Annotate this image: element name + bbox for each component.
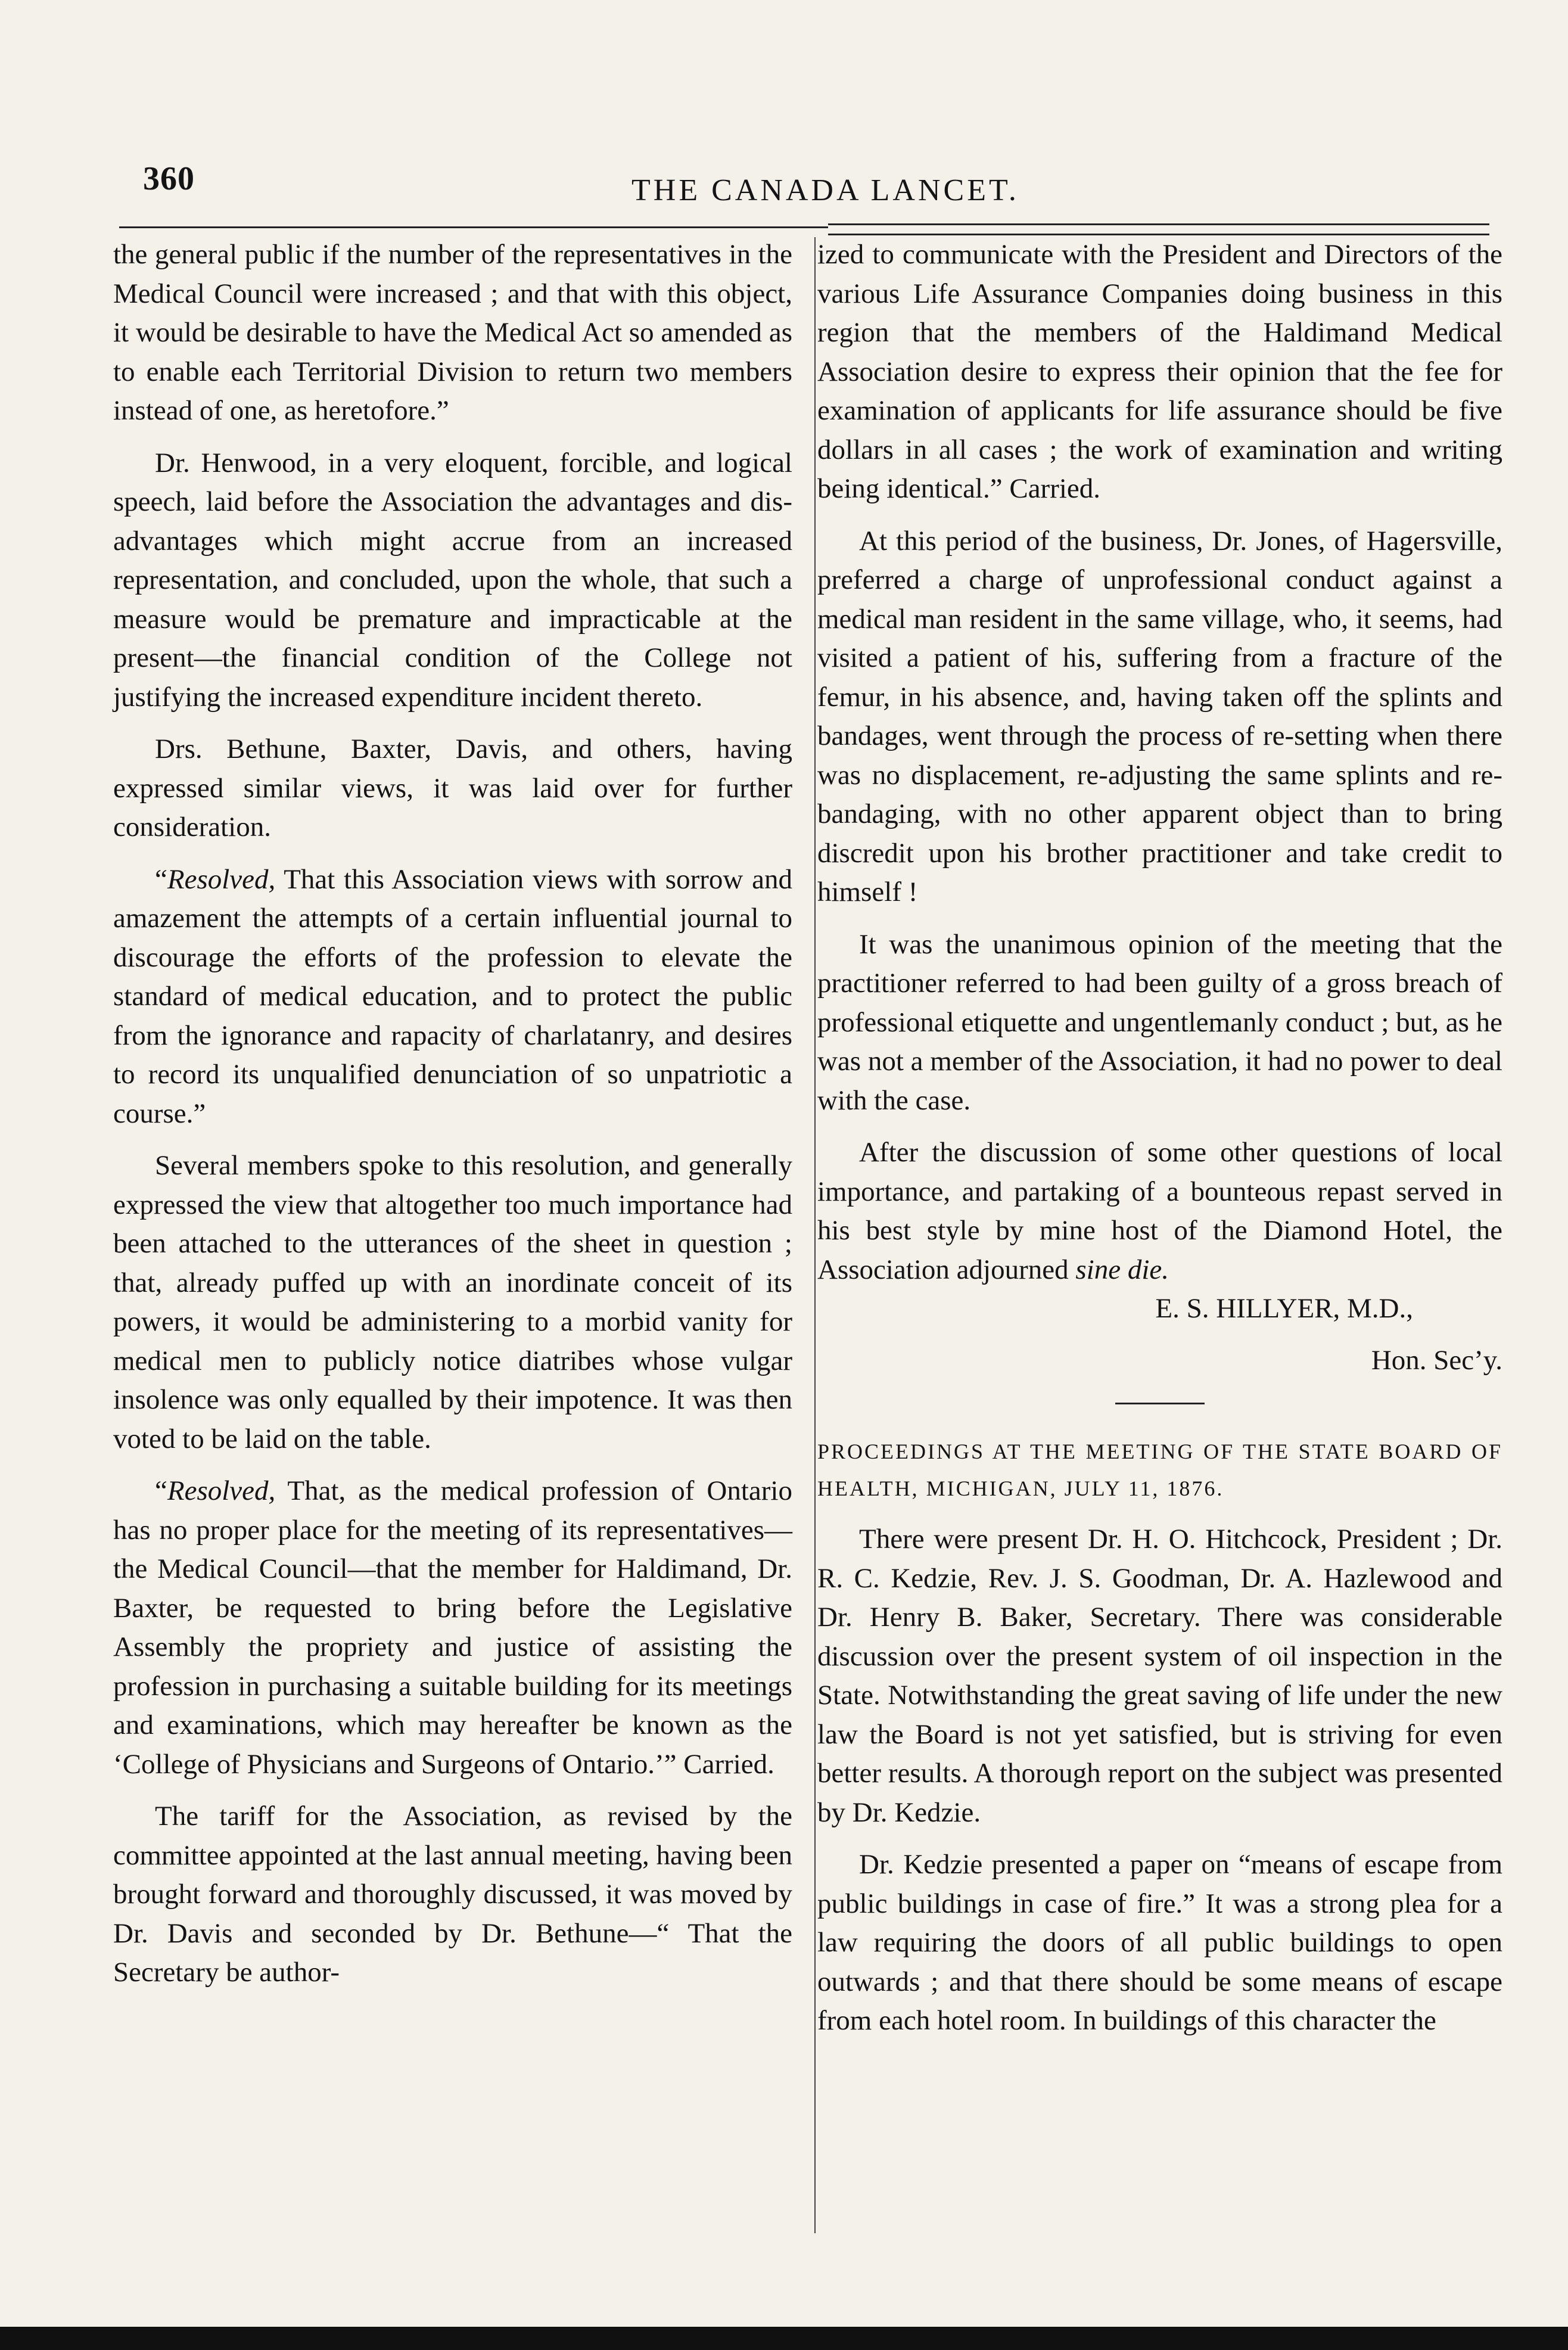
signature-name: E. S. HILLYER, M.D., [1155,1293,1413,1324]
left-paragraph-5: Several members spoke to this resolution, and generally expressed the view that altogether too much importance had been attached to the utterances of the sheet in question ; that, already puffed up with an inordinate conceit of its powers, it would be administering to a morbid vanity for medical men to publicly notice diatribes whose vulgar insolence was only equalled by their impotence. It was then voted to be laid on the table. [113,1150,792,1454]
right-paragraph-5: There were present Dr. H. O. Hitchcock, President ; Dr. R. C. Kedzie, Rev. J. S. Goodman, Dr. A. Hazlewood and Dr. Henry B. Baker, Secretary. There was considerable discussion over the present system of oil inspection in the State. Notwithstanding the great saving of life under the new law the Board is not yet satisfied, but is striving for even better results. A thorough report on the subject was presented by Dr. Kedzie. [817,1524,1502,1828]
resolved-label: Resolved, [167,1475,276,1506]
open-quote: “ [155,1475,167,1506]
left-paragraph-3: Drs. Bethune, Baxter, Davis, and others, having expressed similar views, it was laid over for further consideration. [113,733,792,843]
right-paragraph-3: It was the unanimous opinion of the meeting that the practitioner referred to had been guilty of a gross breach of professional etiquette and ungentlemanly conduct ; but, as he was not a member of the Association, it had no power to deal with the case. [817,928,1502,1116]
left-paragraph-4 [113,860,792,1134]
right-paragraph-1: ized to communicate with the President and Directors of the various Life Assurance Companies doing business in this region that the members of the Haldimand Medical Association desire to express their opinion that the fee for examination of applicants for life assurance should be five dollars in all cases ; the work of examination and writing being identical.” Carried. [817,239,1502,504]
page-number: 360 [143,160,195,197]
resolution-text: That, as the medical profession of Ontario has no proper place for the meeting of its representatives—the Medical Council—that the member for Haldimand, Dr. Baxter, be requested to bring before the Legislative Assembly the propriety and justice of assisting the profession in purchasing a suitable building for its meetings and examinations, which may hereafter be known as the ‘College of Physicians and Surgeons of Ontario.’” Carried. [113,1475,792,1780]
header-rule [119,226,828,228]
right-paragraph-6: Dr. Kedzie presented a paper on “means of escape from public buildings in case of fire.” It was a strong plea for a law requiring the doors of all public buildings to open outwards ; and that there should be some means of escape from each hotel room. In buildings of this character the [817,1849,1502,2036]
left-paragraph-2: Dr. Henwood, in a very eloquent, forcible, and logical speech, laid before the Association the advantages and dis-advantages which might accrue from an increased representation, and concluded, upon the whole, that such a measure would be premature and impracticable at the present—the financial condition of the College not justifying the increased expenditure incident thereto. [113,447,792,713]
left-column [113,235,792,2006]
right-paragraph-4 [817,1133,1502,1289]
open-quote: “ [155,863,167,895]
signature-title: Hon. Sec’y. [1371,1345,1502,1376]
resolved-label: Resolved, [167,863,276,895]
scan-edge-bar [0,2327,1568,2350]
right-column [817,235,1502,2054]
section-heading: PROCEEDINGS AT THE MEETING OF THE STATE BOARD OF HEALTH, MICHIGAN, JULY 11, 1876. [817,1440,1502,1500]
sine-die: sine die. [1075,1254,1169,1285]
left-paragraph-7: The tariff for the Association, as revised by the committee appointed at the last annual meeting, having been brought forward and thoroughly discussed, it was moved by Dr. Davis and seconded by Dr. Bethune—“ That the Secretary be author- [113,1801,792,1988]
section-divider [1115,1403,1205,1404]
right-paragraph-2: At this period of the business, Dr. Jones, of Hagersville, preferred a charge of unprofessional conduct against a medical man resident in the same village, who, it seems, had visited a patient of his, suffering from a fracture of the femur, in his absence, and, having taken off the splints and bandages, went through the process of re-setting when there was no displacement, re-adjusting the same splints and re-bandaging, with no other apparent object than to bring discredit upon his brother practitioner and take credit to himself ! [817,525,1502,907]
header-double-rule [828,223,1489,235]
journal-title: THE CANADA LANCET. [631,173,1019,207]
left-paragraph-6 [113,1472,792,1784]
column-divider [814,237,816,2233]
left-paragraph-1: the general public if the number of the representatives in the Medical Council were increased ; and that with this object, it would be desirable to have the Medical Act so amended as to enable each Territorial Division to return two members instead of one, as heretofore.” [113,239,792,426]
resolution-text: That this Association views with sorrow and amazement the attempts of a certain influential journal to discourage the efforts of the profession to elevate the standard of medical education, and to protect the public from the ignorance and rapacity of charlatanry, and desires to record its unqualified denunciation of so unpatriotic a course.” [113,863,792,1129]
adjourn-text: After the discussion of some other questions of local importance, and partaking of a bounteous repast served in his best style by mine host of the Diamond Hotel, the Association adjourned [817,1137,1502,1285]
